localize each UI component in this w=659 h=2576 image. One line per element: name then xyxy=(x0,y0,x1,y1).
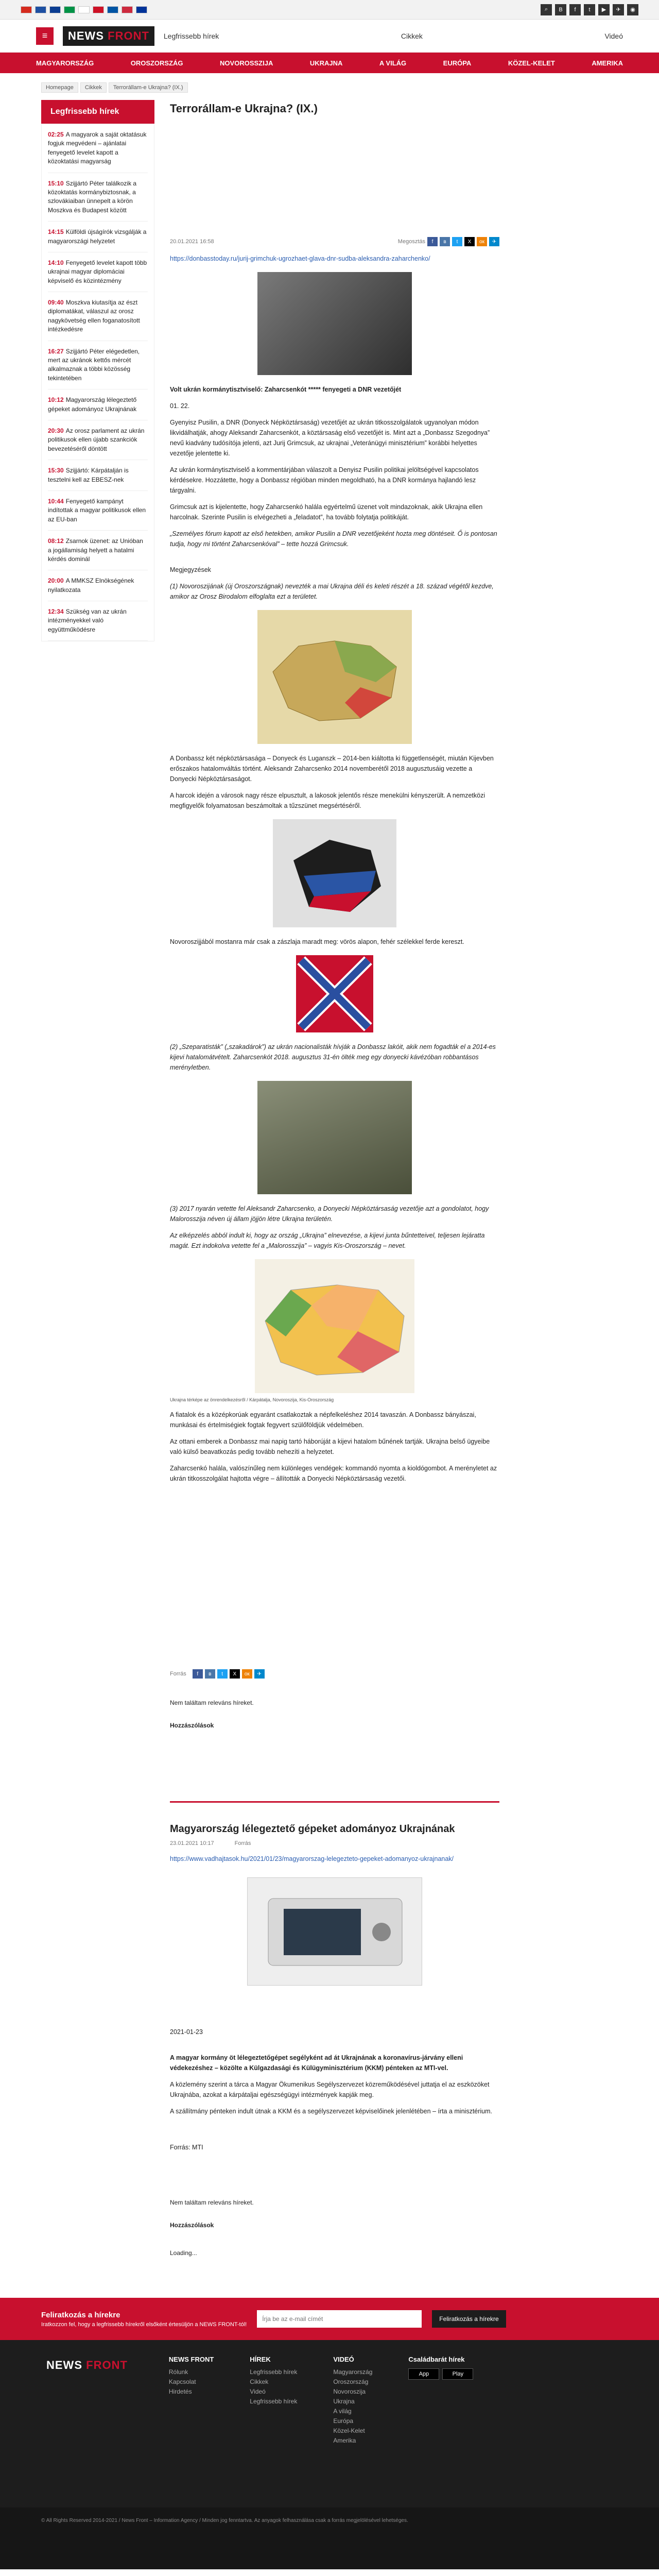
breadcrumb xyxy=(41,82,659,93)
news-title: A magyarok a saját oktatásuk fogjuk megvédeni – ajánlatai fenyegető levelet kapott a közoktatási magyarság xyxy=(48,131,147,165)
vk-share-icon[interactable]: в xyxy=(205,1669,215,1679)
footer-link[interactable]: Közel-Kelet xyxy=(333,2427,365,2435)
language-flag-icon[interactable] xyxy=(122,6,133,13)
app-store-badge[interactable]: App xyxy=(408,2368,439,2380)
news-time: 02:25 xyxy=(48,131,64,138)
footer-link[interactable]: Rólunk xyxy=(168,2368,188,2376)
related-news-empty: Nem találtam releváns híreket. xyxy=(170,1699,254,1707)
loading-text: Loading... xyxy=(170,2249,197,2257)
ventilator-photo xyxy=(247,1877,422,1986)
twitter-icon[interactable]: t xyxy=(584,4,595,15)
twitter-share-icon[interactable]: t xyxy=(217,1669,228,1679)
footnote: (3) 2017 nyarán vetette fel Aleksandr Zaharcsenko, a Donyecki Népköztársaság vezetője azt a gondolatot, hogy Malorosszija néven új állam jöjjön létre Ukrajna területén. xyxy=(170,1205,489,1223)
main-nav xyxy=(0,53,659,73)
news-time: 15:30 xyxy=(48,467,64,474)
article-dateline: 01. 22. xyxy=(170,402,190,410)
footer-link[interactable]: Ukrajna xyxy=(333,2398,355,2405)
map-illustration xyxy=(257,610,412,744)
article-content xyxy=(170,100,499,2257)
footer-copyright: © All Rights Reserved 2014-2021 / News Front – Information Agency / Minden jog fenntartva. Az anyagok felhasználása csak a forrás megjelölésével lehetséges. xyxy=(0,2507,659,2569)
news-title: Szijjártó Péter találkozik a közoktatás kormánybiztosnak, a szlovákiaiban ünnepelt a körön Moszkva és Budapest között xyxy=(48,179,137,214)
breadcrumb-item[interactable]: Cikkek xyxy=(80,82,107,93)
facebook-share-icon[interactable]: f xyxy=(193,1669,203,1679)
article-date: 20.01.2021 16:58 xyxy=(170,239,214,245)
news-time: 09:40 xyxy=(48,299,64,307)
ukraine-map-image xyxy=(257,610,412,744)
footnote: (1) Novoroszijának (új Oroszországnak) nevezték a mai Ukrajna déli és keleti részét a 18. század végétől kezdve, amikor az Orosz Birodalom elfoglalta ezt a területet. xyxy=(170,583,494,600)
logo-text: NEWS xyxy=(68,29,104,42)
footer-link[interactable]: Hirdetés xyxy=(168,2388,192,2396)
google-play-badge[interactable]: Play xyxy=(442,2368,473,2380)
breadcrumb-item: Terrorállam-e Ukrajna? (IX.) xyxy=(109,82,188,93)
nav-item[interactable]: EURÓPA xyxy=(443,59,472,67)
regions-map-illustration xyxy=(255,1259,414,1393)
facebook-share-icon[interactable]: f xyxy=(427,237,438,246)
breadcrumb-item[interactable]: Homepage xyxy=(41,82,78,93)
vk-share-icon[interactable]: в xyxy=(440,237,450,246)
nav-item[interactable]: KÖZEL-KELET xyxy=(508,59,555,67)
next-article-title[interactable]: Magyarország lélegeztető gépeket adományoz Ukrajnának xyxy=(170,1823,455,1835)
next-article xyxy=(170,1823,499,2257)
telegram-share-icon[interactable]: ✈ xyxy=(254,1669,265,1679)
menu-icon[interactable]: ≡ xyxy=(36,27,54,45)
article-paragraph: A szállítmány pénteken indult útnak a KKM és a segélyszervezet képviselőinek jelenlétében – írta a minisztérium. xyxy=(170,2108,493,2115)
news-time: 14:15 xyxy=(48,228,64,236)
news-title: Az orosz parlament az ukrán politikusok ellen újabb szankciók bevezetéséről döntött xyxy=(48,427,145,452)
twitter-share-icon[interactable]: t xyxy=(452,237,462,246)
footnote: Az elképzelés abból indult ki, hogy az ország „Ukrajna” elnevezése, a kijevi junta bűntetteivel, teljesen lejáratta magát. Ezt indokolva vetette fel a „Malorosszija” – vagyis Kis-Oroszország – nevet. xyxy=(170,1232,485,1249)
footer-heading: NEWS FRONT xyxy=(168,2355,214,2364)
sidebar-news-item[interactable] xyxy=(48,491,148,531)
latest-news-sidebar xyxy=(41,100,154,2257)
sidebar-news-item[interactable] xyxy=(48,173,148,222)
logo-text: NEWS xyxy=(46,2359,82,2372)
news-title: Fenyegető levelet kapott több ukrajnai magyar diplomáciai képviselő és közintézmény xyxy=(48,259,147,284)
news-title: Moszkva kiutasítja az észt diplomatákat, válaszul az orosz nagykövetség ellen foganatosított intézkedésre xyxy=(48,299,140,333)
next-article-date: 23.01.2021 10:17 xyxy=(170,1840,214,1847)
youtube-icon[interactable]: ▶ xyxy=(598,4,610,15)
footer-heading: HÍREK xyxy=(250,2355,271,2364)
language-flag-icon[interactable] xyxy=(21,6,32,13)
article-paragraph: A Donbassz két népköztársasága – Donyeck és Luganszk – 2014-ben kiáltotta ki függetlenségét, miután Kijevben erőszakos hatalomváltás történt. Aleksandr Zaharcsenko 2014 novemberétől 2018 augusztusáig vezette a Donyecki Népköztársaságot. xyxy=(170,755,494,783)
site-footer xyxy=(0,2340,659,2507)
language-flag-icon[interactable] xyxy=(93,6,104,13)
article-lead: Volt ukrán kormánytisztviselő: Zaharcsenkót ***** fenyegeti a DNR vezetőjét xyxy=(170,386,402,393)
sidebar-news-item[interactable] xyxy=(48,252,148,292)
latest-news-link[interactable]: Legfrissebb hírek xyxy=(163,31,219,40)
sidebar-news-item[interactable] xyxy=(48,389,148,420)
article-paragraph: Az ukrán kormánytisztviselő a kommentárjában válaszolt a Denyisz Pusilin politikai jelöltségével kapcsolatos kérdésekre. Hozzátette, hogy a Donbassz régióban minden megoldható, ha a DNR kormánya hajlandó lesz tárgyalni. xyxy=(170,466,479,494)
sidebar-news-item[interactable] xyxy=(48,570,148,601)
news-time: 20:30 xyxy=(48,427,64,434)
news-title: Szükség van az ukrán intézményekkel való együttműködésre xyxy=(48,608,127,633)
news-time: 08:12 xyxy=(48,537,64,545)
malorossiya-map-image xyxy=(255,1259,414,1393)
ok-share-icon[interactable]: ок xyxy=(477,237,487,246)
language-flag-icon[interactable] xyxy=(64,6,75,13)
news-title: Külföldi újságírók vizsgálják a magyarországi helyzetet xyxy=(48,228,147,245)
news-time: 15:10 xyxy=(48,179,64,187)
footer-link[interactable]: Oroszország xyxy=(333,2378,369,2386)
search-icon[interactable]: ⌕ xyxy=(541,4,552,15)
subscribe-button[interactable]: Feliratkozás a hírekre xyxy=(432,2310,506,2328)
nav-item[interactable]: NOVOROSSZIJA xyxy=(220,59,273,67)
footer-link[interactable]: Amerika xyxy=(333,2437,356,2445)
footer-link[interactable]: Videó xyxy=(250,2388,266,2396)
footer-link[interactable]: Legfrissebb hírek xyxy=(250,2368,298,2376)
footer-logo[interactable] xyxy=(41,2355,133,2375)
source-link[interactable]: https://donbasstoday.ru/jurij-grimchuk-ugrozhaet-glava-dnr-sudba-aleksandra-zaharchenko/ xyxy=(170,255,430,262)
flag-map-illustration xyxy=(273,819,396,927)
next-article-dateline: 2021-01-23 xyxy=(170,2028,203,2036)
source-note: Forrás: MTI xyxy=(170,2144,203,2151)
comments-heading: Hozzászólások xyxy=(170,2222,214,2229)
language-flag-icon[interactable] xyxy=(136,6,147,13)
article-paragraph: Novoroszijjából mostanra már csak a zászlaja maradt meg: vörös alapon, fehér szélekkel ferde kereszt. xyxy=(170,938,464,945)
source-label: Forrás xyxy=(170,1671,186,1677)
news-time: 14:10 xyxy=(48,259,64,266)
source-link[interactable]: https://www.vadhajtasok.hu/2021/01/23/magyarorszag-lelegezteto-gepeket-adomanyoz-ukrajnanak/ xyxy=(170,1855,454,1863)
article-paragraph: A közlemény szerint a tárca a Magyar Ökumenikus Segélyszervezet közreműködésével juttatja el az eszközöket Ukrajnába, azokat a kárpátaljai egészségügyi intézmények kapják meg. xyxy=(170,2081,490,2099)
footer-heading: VIDEÓ xyxy=(333,2355,354,2364)
share-label: Megosztás xyxy=(397,239,425,245)
site-logo[interactable] xyxy=(63,26,154,46)
newsletter-title: Feliratkozás a hírekre xyxy=(41,2310,120,2319)
news-time: 10:12 xyxy=(48,396,64,404)
language-flag-icon[interactable] xyxy=(107,6,118,13)
comments-heading: Hozzászólások xyxy=(170,1722,214,1730)
footer-link[interactable]: Európa xyxy=(333,2417,354,2425)
next-article-lead: A magyar kormány öt lélegeztetőgépet segélyként ad át Ukrajnának a koronavírus-járvány elleni védekezéshez – közölte a Külgazdasági és Külügyminisztérium (KKM) pénteken az MTI-vel. xyxy=(170,2054,463,2072)
sidebar-news-item[interactable] xyxy=(48,124,148,173)
logo-accent: FRONT xyxy=(86,2359,128,2372)
x-share-icon[interactable]: X xyxy=(230,1669,240,1679)
email-input[interactable] xyxy=(257,2310,422,2328)
nav-item[interactable]: MAGYARORSZÁG xyxy=(36,59,94,67)
telegram-icon[interactable]: ✈ xyxy=(613,4,624,15)
sidebar-news-item[interactable] xyxy=(48,531,148,570)
image-caption: Ukrajna térképe az önrendelkezésről / Kárpátalja, Novoroszija, Kis-Oroszország xyxy=(170,1397,334,1402)
nav-item[interactable]: A VILÁG xyxy=(379,59,407,67)
sidebar-news-item[interactable] xyxy=(48,420,148,460)
flag-illustration xyxy=(296,955,373,1032)
news-title: Szijjártó Péter elégedetlen, mert az ukránok kettős mércét alkalmaznak a többi közösség tekintetében xyxy=(48,347,140,382)
language-flags xyxy=(21,6,147,13)
news-title: Szijjártó: Kárpátalján is tesztelni kell az EBESZ-nek xyxy=(48,467,129,483)
novorossiya-flag-image xyxy=(296,955,373,1032)
sidebar-news-item[interactable] xyxy=(48,292,148,341)
footnote: (2) „Szeparatisták” („szakadárok”) az ukrán nacionalisták hívják a Donbassz lakóit, akik nem fogadták el a 2014-es kijevi hatalomátvételt. Zaharcsenkót 2018. augusztus 31-én ölték meg egy donyecki kávézóban robbantásos merényletben. xyxy=(170,1043,496,1071)
article-paragraph: Grimcsuk azt is kijelentette, hogy Zaharcsenkó halála egyértelmű üzenet volt mindazoknak, akik Ukrajna ellen harcolnak. Szerinte Pusilin is elvégezheti a „feladatot”, ha tovább folytatja politikáját. xyxy=(170,503,483,521)
news-time: 12:34 xyxy=(48,608,64,616)
article-paragraph: „Személyes fórum kapott az első hetekben, amikor Pusilin a DNR vezetőjeként hozta meg döntéseit. Ő is pontosan tudja, hogy mi történt Zaharcsenkóval” – tette hozzá Grimcsuk. xyxy=(170,530,497,548)
article-paragraph: Zaharcsenkó halála, valószínűleg nem különleges vendégek: kommandó nyomta a kioldógombot. A merényletet az ukrán titkosszolgálat hajtotta végre – állították a Donyecki Népköztársaság vezetői. xyxy=(170,1465,497,1483)
video-link[interactable]: Videó xyxy=(604,31,623,40)
sidebar-news-item[interactable] xyxy=(48,341,148,390)
share-bar xyxy=(398,237,499,246)
footer-link[interactable]: Kapcsolat xyxy=(168,2378,196,2386)
footer-link[interactable]: Novoroszija xyxy=(333,2388,366,2396)
article-paragraph: Az ottani emberek a Donbassz mai napig tartó háborúját a kijevi hatalom bűnének tartják. Ukrajna belső ügyeibe való külső beavatkozás pedig tovább nehezíti a helyzetet. xyxy=(170,1438,490,1456)
nav-item[interactable]: UKRAJNA xyxy=(309,59,343,67)
article-paragraph: A harcok idején a városok nagy része elpusztult, a lakosok jelentős része menekülni kényszerült. A nemzetközi megfigyelők folyamatosan beszámoltak a tűzszünet megsértéséről. xyxy=(170,792,485,809)
sidebar-list xyxy=(41,124,154,641)
news-time: 20:00 xyxy=(48,577,64,585)
news-title: Fenyegető kampányt indítottak a magyar politikusok ellen az EU-ban xyxy=(48,497,146,523)
nav-item[interactable]: AMERIKA xyxy=(592,59,623,67)
language-flag-icon[interactable] xyxy=(78,6,90,13)
newsletter-bar xyxy=(0,2298,659,2340)
ventilator-illustration xyxy=(248,1878,423,1986)
footer-link[interactable]: Magyarország xyxy=(333,2368,373,2376)
footer-link[interactable]: A világ xyxy=(333,2408,352,2415)
footer-link[interactable]: Cikkek xyxy=(250,2378,269,2386)
donbass-flag-map-image xyxy=(273,819,396,927)
ok-share-icon[interactable]: ок xyxy=(242,1669,252,1679)
sidebar-news-item[interactable] xyxy=(48,601,148,641)
language-flag-icon[interactable] xyxy=(49,6,61,13)
article-paragraph: A fiatalok és a középkorúak egyaránt csatlakoztak a népfelkeléshez 2014 tavaszán. A Donbassz bányászai, munkásai és értelmiségiek fogtak fegyvert szülőföldjük védelmében. xyxy=(170,1411,476,1429)
news-time: 16:27 xyxy=(48,347,64,355)
section-title: Megjegyzések xyxy=(170,566,211,573)
cafe-photo xyxy=(257,1081,412,1194)
footer-link[interactable]: Legfrissebb hírek xyxy=(250,2398,298,2405)
vk-icon[interactable]: В xyxy=(555,4,566,15)
rss-icon[interactable]: ◉ xyxy=(627,4,638,15)
nav-item[interactable]: OROSZORSZÁG xyxy=(130,59,183,67)
article-paragraph: Gyenyisz Pusilin, a DNR (Donyeck Népköztársaság) vezetőjét az ukrán titkosszolgálatok ugyanolyan módon likvidálhatják, ahogy Aleksandr Zaharcsenkót, a köztársaság első vezetőjét is. Mint azt a „Donbassz Szegodnya” nevű kiadvány tudósítója jelenti, azt Jurij Grimcsuk, az ukrajnai „Veteránügyi minisztérium” korábbi helyettes vezetője jelentette ki. xyxy=(170,419,490,457)
x-share-icon[interactable]: X xyxy=(464,237,475,246)
footer-heading: Családbarát hírek xyxy=(408,2355,465,2364)
top-utility-bar xyxy=(0,0,659,20)
language-flag-icon[interactable] xyxy=(35,6,46,13)
news-time: 10:44 xyxy=(48,497,64,505)
telegram-share-icon[interactable]: ✈ xyxy=(489,237,499,246)
logo-accent: FRONT xyxy=(108,29,149,42)
sidebar-news-item[interactable] xyxy=(48,222,148,252)
related-news-empty: Nem találtam releváns híreket. xyxy=(170,2199,254,2207)
divider xyxy=(170,1801,499,1803)
facebook-icon[interactable]: f xyxy=(569,4,581,15)
sidebar-news-item[interactable] xyxy=(48,460,148,491)
portrait-photo xyxy=(257,272,412,375)
articles-link[interactable]: Cikkek xyxy=(401,31,423,40)
site-header xyxy=(0,20,659,53)
news-title: Zsarnok üzenet: az Unióban a jogállamiság helyett a hatalmi kérdés dominál xyxy=(48,537,143,563)
newsletter-text: Iratkozzon fel, hogy a legfrissebb hírekről elsőként értesüljön a NEWS FRONT-tól! xyxy=(41,2321,247,2328)
news-title: Magyarország lélegeztető gépeket adományoz Ukrajnának xyxy=(48,396,137,413)
next-article-source: Forrás xyxy=(234,1840,251,1847)
news-title: A MMKSZ Elnökségének nyilatkozata xyxy=(48,577,134,594)
sidebar-title: Legfrissebb hírek xyxy=(41,100,154,124)
page-title: Terrorállam-e Ukrajna? (IX.) xyxy=(170,102,318,115)
